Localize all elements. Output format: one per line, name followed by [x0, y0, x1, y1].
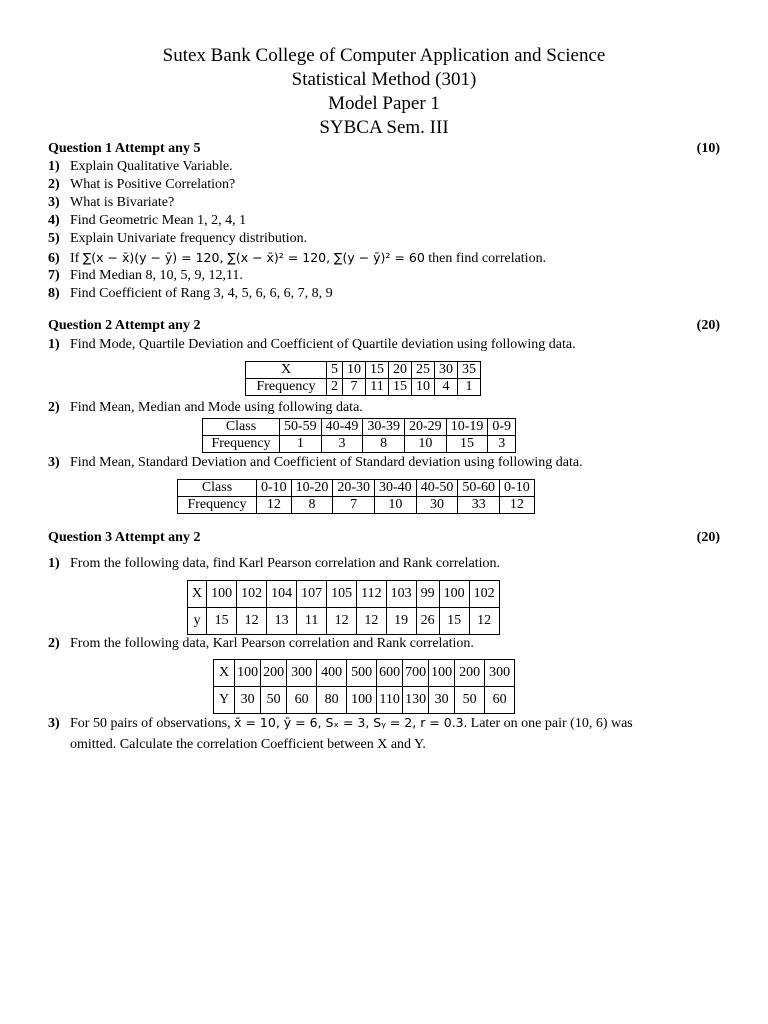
math-expression: x̄ = 10, ȳ = 6, Sₓ = 3, Sᵧ = 2, r = 0.3 [234, 715, 464, 730]
table-cell: X [188, 581, 207, 608]
item-text: Explain Univariate frequency distribution. [70, 231, 308, 246]
item-number: 3) [48, 716, 60, 731]
q1-item-7 [48, 267, 728, 285]
question-1-heading [48, 140, 720, 158]
table-cell: 0-10 [500, 480, 535, 497]
question-1-title: Question 1 Attempt any 5 [48, 141, 201, 156]
table-cell: 10-20 [291, 480, 333, 497]
q1-item-4 [48, 212, 728, 230]
table-cell: Class [203, 419, 280, 436]
q1-item-6 [48, 249, 728, 268]
table-cell: 50 [455, 687, 485, 714]
table-cell: 100 [439, 581, 469, 608]
q3-item-3-continuation: omitted. Calculate the correlation Coefficient between X and Y. [70, 737, 426, 752]
table-cell: 50 [261, 687, 287, 714]
xy-correlation-table-2 [213, 659, 515, 714]
question-2-heading [48, 317, 720, 335]
table-cell: 11 [366, 379, 389, 396]
table-cell: 12 [237, 608, 267, 635]
q3-item-1 [48, 555, 728, 573]
table-row [214, 687, 515, 714]
table-cell: 4 [435, 379, 458, 396]
table-cell: 30 [435, 362, 458, 379]
table-cell: 0-9 [488, 419, 516, 436]
item-number: 1) [48, 159, 60, 174]
table-row [203, 436, 516, 453]
item-number: 3) [48, 195, 60, 210]
table-cell: 600 [377, 660, 403, 687]
item-number: 7) [48, 268, 60, 283]
table-cell: 8 [291, 497, 333, 514]
item-text: From the following data, find Karl Pearson correlation and Rank correlation. [70, 556, 500, 571]
table-cell: X [246, 362, 327, 379]
item-number: 4) [48, 213, 60, 228]
table-cell: 12 [327, 608, 357, 635]
table-cell: Class [178, 480, 257, 497]
q1-item-2 [48, 176, 728, 194]
table-cell: 13 [267, 608, 297, 635]
table-cell: 104 [267, 581, 297, 608]
item-text: Find Mean, Standard Deviation and Coefficient of Standard deviation using following data. [70, 455, 583, 470]
table-cell: 100 [347, 687, 377, 714]
table-cell: 5 [327, 362, 343, 379]
table-cell: 1 [458, 379, 481, 396]
item-text: Find Geometric Mean 1, 2, 4, 1 [70, 213, 247, 228]
item-text: Find Median 8, 10, 5, 9, 12,11. [70, 268, 243, 283]
table-cell: 0-10 [257, 480, 292, 497]
question-3-marks: (20) [696, 530, 720, 545]
table-cell: 3 [321, 436, 363, 453]
table-cell: 25 [412, 362, 435, 379]
table-cell: 103 [386, 581, 416, 608]
college-name: Sutex Bank College of Computer Application and Science [162, 45, 606, 66]
table-cell: 112 [357, 581, 386, 608]
q3-item-3 [48, 714, 728, 733]
table-cell: 15 [366, 362, 389, 379]
table-cell: 40-50 [416, 480, 458, 497]
table-cell: 40-49 [321, 419, 363, 436]
table-cell: 300 [485, 660, 515, 687]
item-text: Find Coefficient of Rang 3, 4, 5, 6, 6, 6, 7, 8, 9 [70, 286, 333, 301]
item-text-post: . Later on one pair (10, 6) was [463, 716, 633, 731]
table-cell: 15 [207, 608, 237, 635]
table-cell: 99 [416, 581, 439, 608]
question-2-marks: (20) [696, 318, 720, 333]
table-cell: 12 [469, 608, 499, 635]
table-cell: 15 [439, 608, 469, 635]
q1-item-5 [48, 230, 728, 248]
table-cell: Frequency [246, 379, 327, 396]
item-text: Find Mean, Median and Mode using following data. [70, 400, 363, 415]
item-number: 8) [48, 286, 60, 301]
table-cell: 500 [347, 660, 377, 687]
table-cell: 7 [343, 379, 366, 396]
table-row [178, 480, 535, 497]
item-text: Explain Qualitative Variable. [70, 159, 233, 174]
table-cell: 15 [446, 436, 488, 453]
table-cell: 30-40 [375, 480, 417, 497]
table-cell: 100 [207, 581, 237, 608]
item-number: 2) [48, 177, 60, 192]
question-1-marks: (10) [696, 141, 720, 156]
table-row [246, 379, 481, 396]
question-3-heading [48, 529, 720, 547]
subject-title: Statistical Method (301) [291, 69, 477, 90]
paper-title: Model Paper 1 [328, 93, 440, 114]
table-cell: 107 [297, 581, 327, 608]
table-cell: 60 [485, 687, 515, 714]
question-3-title: Question 3 Attempt any 2 [48, 530, 201, 545]
semester-title: SYBCA Sem. III [319, 117, 449, 138]
table-cell: 130 [403, 687, 429, 714]
table-cell: 12 [257, 497, 292, 514]
table-cell: 19 [386, 608, 416, 635]
table-cell: 30 [235, 687, 261, 714]
table-cell: 105 [327, 581, 357, 608]
q2-item-2 [48, 399, 728, 417]
table-cell: 10 [375, 497, 417, 514]
table-cell: 30 [416, 497, 458, 514]
table-cell: 2 [327, 379, 343, 396]
table-cell: 26 [416, 608, 439, 635]
xy-correlation-table-1 [187, 580, 500, 635]
table-cell: 11 [297, 608, 327, 635]
table-cell: 200 [455, 660, 485, 687]
table-cell: Frequency [178, 497, 257, 514]
item-number: 2) [48, 400, 60, 415]
table-cell: 50-59 [280, 419, 322, 436]
q3-item-2 [48, 635, 728, 653]
table-cell: 200 [261, 660, 287, 687]
table-cell: 102 [469, 581, 499, 608]
table-row [203, 419, 516, 436]
table-cell: 100 [429, 660, 455, 687]
table-cell: 30 [429, 687, 455, 714]
q2-item-3 [48, 454, 728, 472]
table-cell: Frequency [203, 436, 280, 453]
table-cell: 60 [287, 687, 317, 714]
table-cell: 100 [235, 660, 261, 687]
table-row [188, 581, 500, 608]
table-cell: 7 [333, 497, 375, 514]
item-text-pre: For 50 pairs of observations, [70, 716, 235, 731]
item-number: 6) [48, 251, 60, 266]
item-number: 1) [48, 556, 60, 571]
item-number: 5) [48, 231, 60, 246]
table-cell: 102 [237, 581, 267, 608]
table-cell: 3 [488, 436, 516, 453]
table-row [178, 497, 535, 514]
q2-item-1 [48, 336, 728, 354]
class-frequency-table-1 [202, 418, 516, 453]
table-cell: 10 [343, 362, 366, 379]
table-row [188, 608, 500, 635]
table-cell: 12 [357, 608, 386, 635]
table-cell: 33 [458, 497, 500, 514]
item-text: From the following data, Karl Pearson correlation and Rank correlation. [70, 636, 474, 651]
table-cell: Y [214, 687, 235, 714]
item-number: 3) [48, 455, 60, 470]
table-cell: X [214, 660, 235, 687]
table-cell: 10 [405, 436, 447, 453]
table-cell: 20 [389, 362, 412, 379]
table-cell: 10-19 [446, 419, 488, 436]
item-text: Find Mode, Quartile Deviation and Coefficient of Quartile deviation using following data. [70, 337, 576, 352]
table-cell: 300 [287, 660, 317, 687]
table-cell: 35 [458, 362, 481, 379]
table-row [214, 660, 515, 687]
table-cell: 80 [317, 687, 347, 714]
table-cell: 400 [317, 660, 347, 687]
item-text: What is Positive Correlation? [70, 177, 236, 192]
table-cell: 1 [280, 436, 322, 453]
table-cell: 8 [363, 436, 405, 453]
table-cell: 20-30 [333, 480, 375, 497]
table-cell: 700 [403, 660, 429, 687]
math-expression: ∑(x − x̄)(y − ȳ) = 120, ∑(x − x̄)² = 120, ∑(y − ȳ)² = 60 [82, 250, 425, 265]
item-text: What is Bivariate? [70, 195, 175, 210]
frequency-table-x [245, 361, 481, 396]
q1-item-3 [48, 194, 728, 212]
class-frequency-table-2 [177, 479, 535, 514]
table-cell: 10 [412, 379, 435, 396]
table-cell: 20-29 [405, 419, 447, 436]
q1-item-1 [48, 158, 728, 176]
table-cell: 50-60 [458, 480, 500, 497]
question-2-title: Question 2 Attempt any 2 [48, 318, 201, 333]
q1-item-8 [48, 285, 728, 303]
table-cell: y [188, 608, 207, 635]
table-cell: 30-39 [363, 419, 405, 436]
item-text-pre: If [70, 251, 83, 266]
table-row [246, 362, 481, 379]
table-cell: 12 [500, 497, 535, 514]
table-cell: 110 [377, 687, 403, 714]
table-cell: 15 [389, 379, 412, 396]
item-text-post: then find correlation. [424, 251, 547, 266]
item-number: 2) [48, 636, 60, 651]
item-number: 1) [48, 337, 60, 352]
